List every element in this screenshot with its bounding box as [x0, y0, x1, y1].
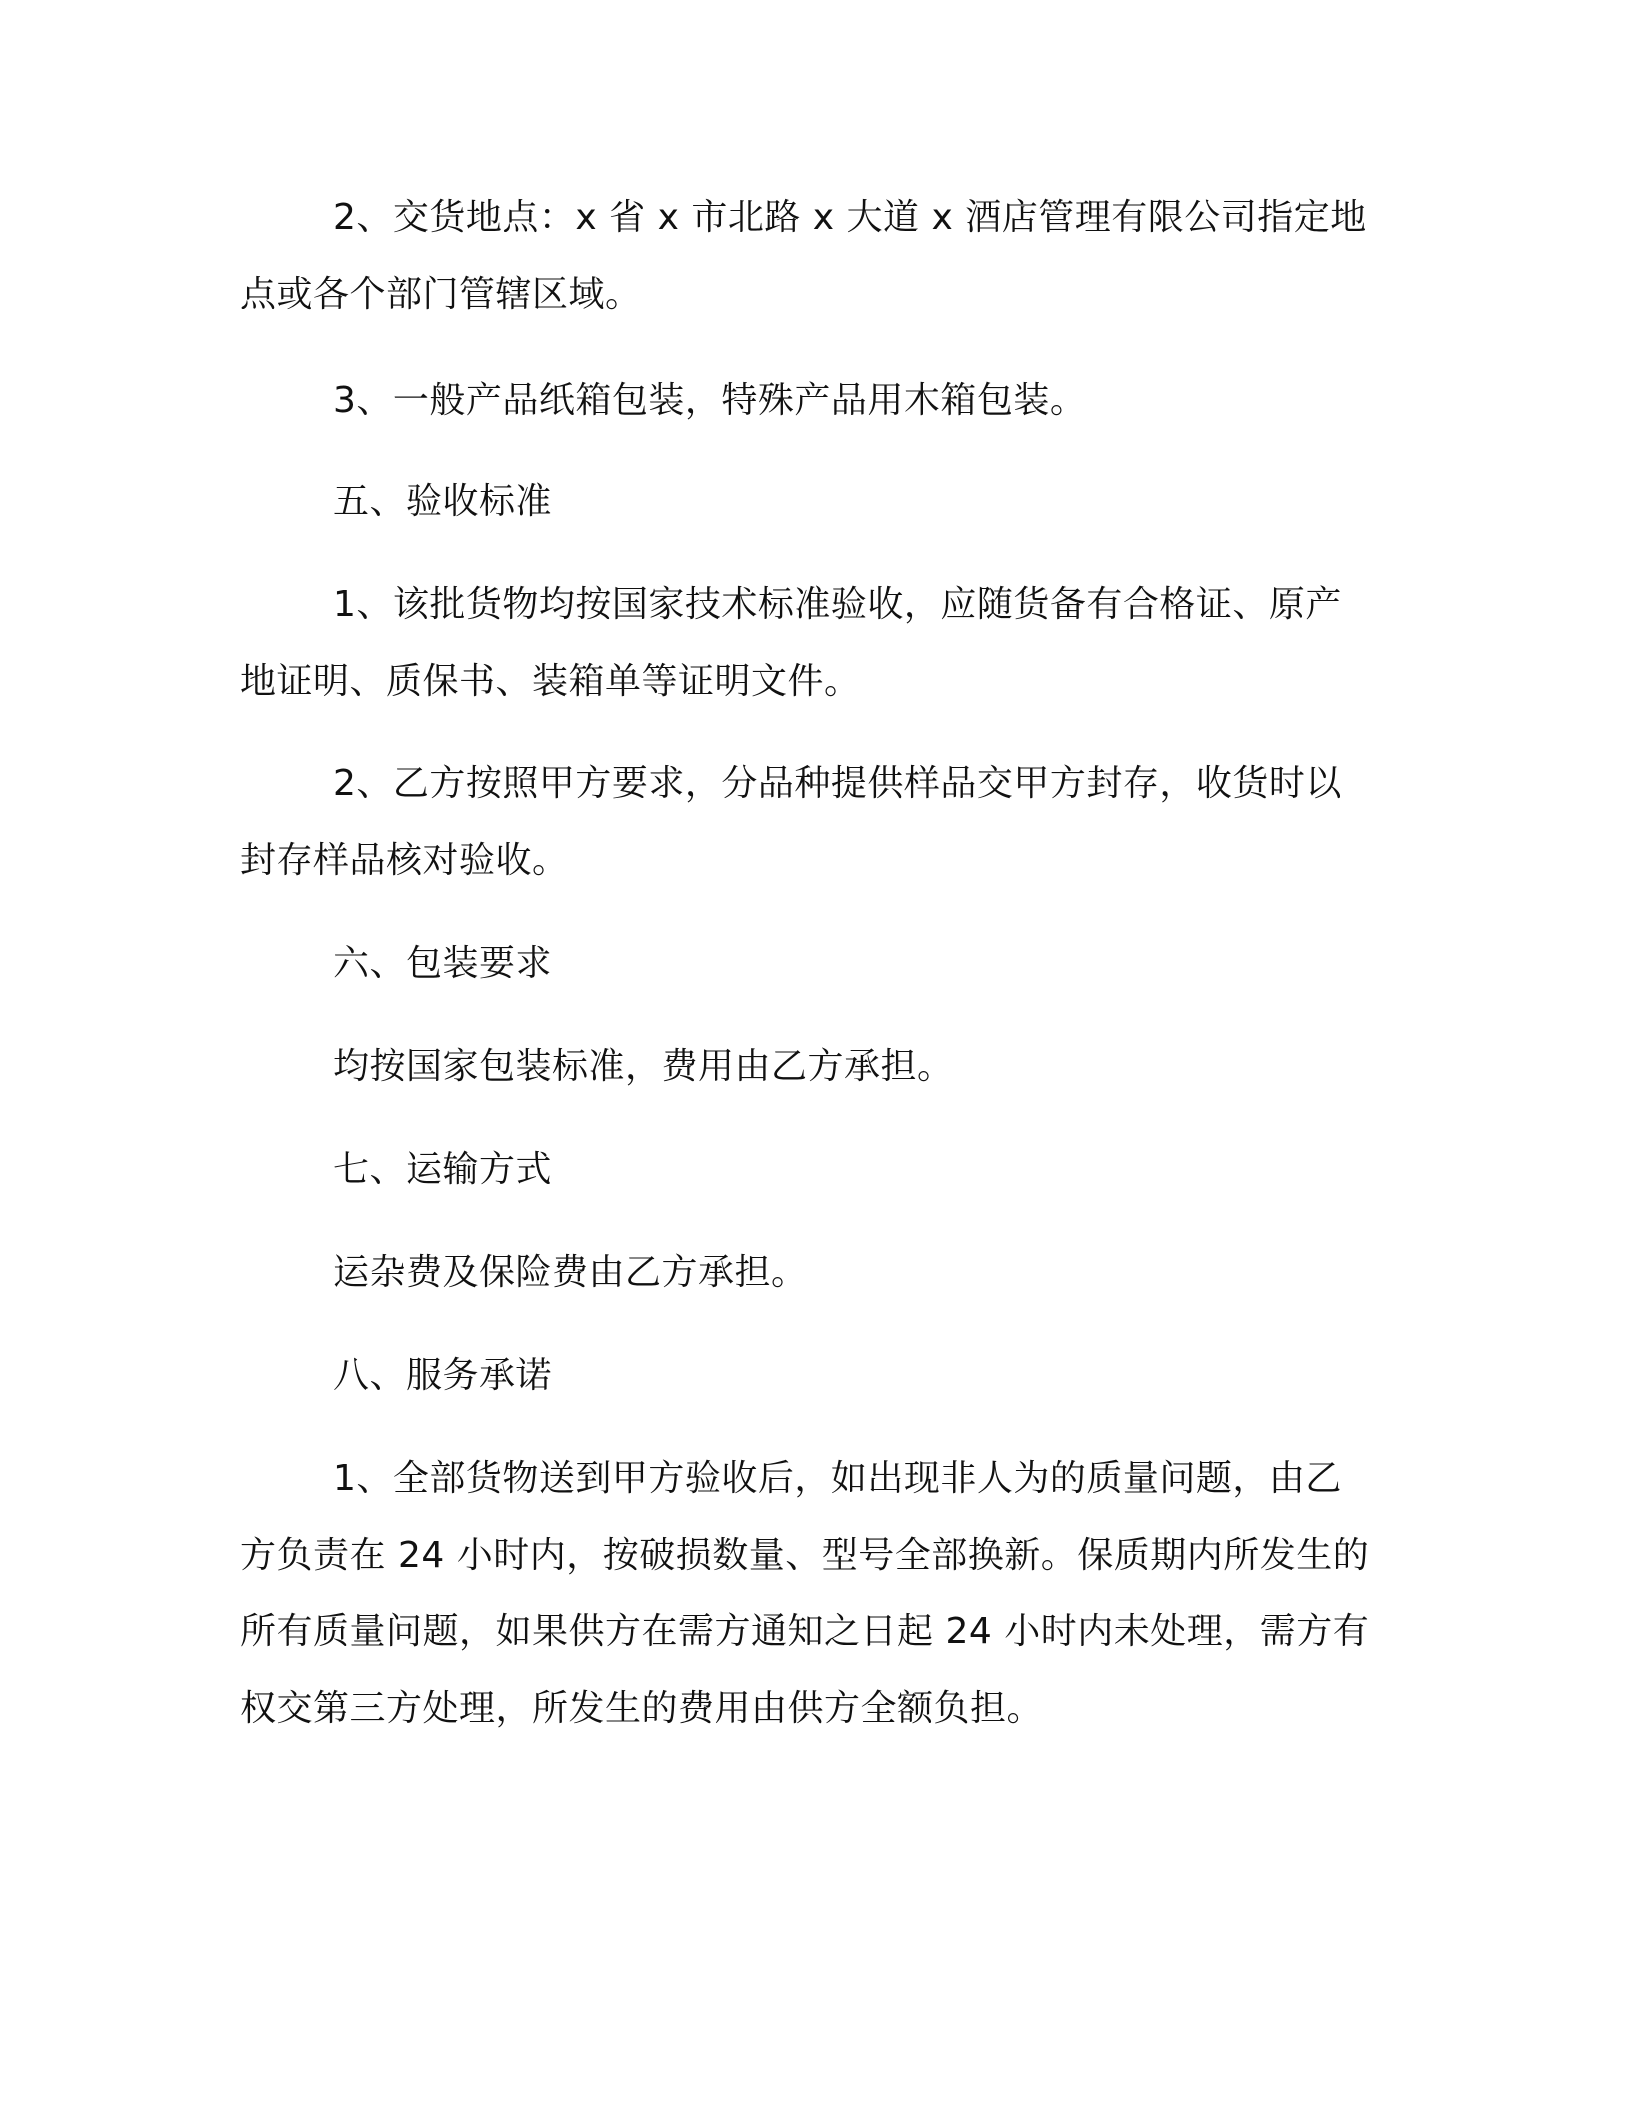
section-heading-transport-method: 七、运输方式 — [333, 1149, 553, 1190]
clause-acceptance-national-standard-line-1: 1、该批货物均按国家技术标准验收，应随货备有合格证、原产 — [333, 584, 1342, 625]
clause-service-quality-line-3: 所有质量问题，如果供方在需方通知之日起 24 小时内未处理，需方有 — [240, 1611, 1370, 1652]
section-heading-packaging-requirements: 六、包装要求 — [333, 943, 553, 984]
section-heading-service-commitment: 八、服务承诺 — [333, 1355, 553, 1396]
clause-delivery-location-line-1: 2、交货地点：x 省 x 市北路 x 大道 x 酒店管理有限公司指定地 — [333, 197, 1367, 238]
clause-acceptance-samples-line-1: 2、乙方按照甲方要求，分品种提供样品交甲方封存，收货时以 — [333, 763, 1342, 804]
clause-transport-fees: 运杂费及保险费由乙方承担。 — [333, 1252, 808, 1293]
clause-acceptance-samples-line-2: 封存样品核对验收。 — [240, 840, 569, 881]
clause-service-quality-line-1: 1、全部货物送到甲方验收后，如出现非人为的质量问题，由乙 — [333, 1458, 1342, 1499]
section-heading-acceptance-standard: 五、验收标准 — [333, 481, 553, 522]
clause-acceptance-national-standard-line-2: 地证明、质保书、装箱单等证明文件。 — [240, 661, 861, 702]
clause-delivery-location-line-2: 点或各个部门管辖区域。 — [240, 274, 642, 315]
clause-packaging-boxes: 3、一般产品纸箱包装，特殊产品用木箱包装。 — [333, 380, 1087, 421]
clause-service-quality-line-2: 方负责在 24 小时内，按破损数量、型号全部换新。保质期内所发生的 — [240, 1535, 1370, 1576]
clause-service-quality-line-4: 权交第三方处理，所发生的费用由供方全额负担。 — [240, 1688, 1044, 1729]
clause-packaging-standard: 均按国家包装标准，费用由乙方承担。 — [333, 1046, 954, 1087]
